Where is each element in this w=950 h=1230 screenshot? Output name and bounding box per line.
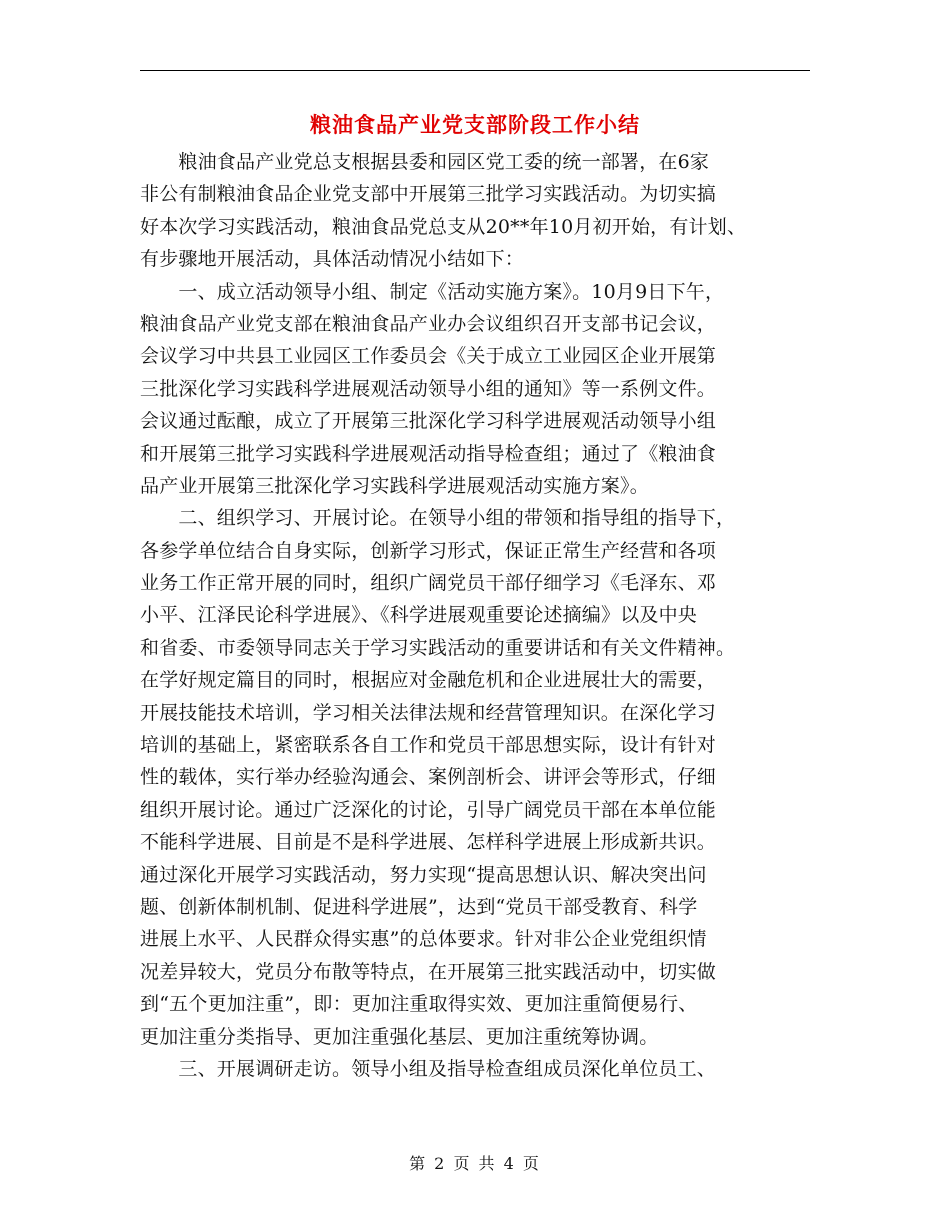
body-line: 在学好规定篇目的同时，根据应对金融危机和企业进展壮大的需要， <box>140 669 717 692</box>
body-line: 通过深化开展学习实践活动，努力实现“提高思想认识、解决突出问 <box>140 863 707 886</box>
body-line: 和开展第三批学习实践科学进展观活动指导检查组；通过了《粮油食 <box>140 442 717 465</box>
body-line: 开展技能技术培训，学习相关法律法规和经营管理知识。在深化学习 <box>140 701 717 724</box>
body-line: 培训的基础上，紧密联系各自工作和党员干部思想实际，设计有针对 <box>140 734 717 757</box>
body-line: 会议学习中共县工业园区工作委员会《关于成立工业园区企业开展第 <box>140 345 717 368</box>
body-line: 有步骤地开展活动，具体活动情况小结如下： <box>140 248 525 271</box>
body-line: 业务工作正常开展的同时，组织广阔党员干部仔细学习《毛泽东、邓 <box>140 572 717 595</box>
body-line: 二、组织学习、开展讨论。在领导小组的带领和指导组的指导下， <box>140 507 736 530</box>
body-line: 三、开展调研走访。领导小组及指导检查组成员深化单位员工、 <box>140 1057 717 1080</box>
page-footer: 第 2 页 共 4 页 <box>409 1154 541 1173</box>
body-line: 小平、江泽民论科学进展》、《科学进展观重要论述摘编》以及中央 <box>140 604 698 627</box>
body-line: 不能科学进展、目前是不是科学进展、怎样科学进展上形成新共识。 <box>140 831 717 854</box>
body-line: 性的载体，实行举办经验沟通会、案例剖析会、讲评会等形式，仔细 <box>140 766 717 789</box>
body-line: 三批深化学习实践科学进展观活动领导小组的通知》等一系例文件。 <box>140 377 717 400</box>
body-line: 品产业开展第三批深化学习实践科学进展观活动实施方案》。 <box>140 474 649 497</box>
body-line: 非公有制粮油食品企业党支部中开展第三批学习实践活动。为切实搞 <box>140 183 717 206</box>
header-rule <box>140 70 810 71</box>
body-line: 况差异较大，党员分布散等特点，在开展第三批实践活动中，切实做 <box>140 960 717 983</box>
body-line: 题、创新体制机制、促进科学进展”，达到“党员干部受教育、科学 <box>140 895 698 918</box>
body-line: 粮油食品产业党总支根据县委和园区党工委的统一部署，在6家 <box>140 151 710 173</box>
body-line: 粮油食品产业党支部在粮油食品产业办会议组织召开支部书记会议， <box>140 312 717 335</box>
body-line: 组织开展讨论。通过广泛深化的讨论，引导广阔党员干部在本单位能 <box>140 798 717 821</box>
body-line: 和省委、市委领导同志关于学习实践活动的重要讲话和有关文件精神。 <box>140 636 736 659</box>
body-line: 到“五个更加注重”，即：更加注重取得实效、更加注重简便易行、 <box>140 993 698 1016</box>
body-line: 进展上水平、人民群众得实惠”的总体要求。针对非公企业党组织情 <box>140 928 707 951</box>
body-line: 好本次学习实践活动，粮油食品党总支从20**年10月初开始，有计划、 <box>140 215 747 238</box>
document-body <box>140 146 840 1085</box>
body-line: 各参学单位结合自身实际，创新学习形式，保证正常生产经营和各项 <box>140 539 717 562</box>
body-line: 会议通过酝酿，成立了开展第三批深化学习科学进展观活动领导小组 <box>140 410 717 433</box>
body-line: 更加注重分类指导、更加注重强化基层、更加注重统筹协调。 <box>140 1025 659 1048</box>
body-line: 一、成立活动领导小组、制定《活动实施方案》。10月9日下午， <box>140 280 725 303</box>
document-title: 粮油食品产业党支部阶段工作小结 <box>310 112 640 137</box>
